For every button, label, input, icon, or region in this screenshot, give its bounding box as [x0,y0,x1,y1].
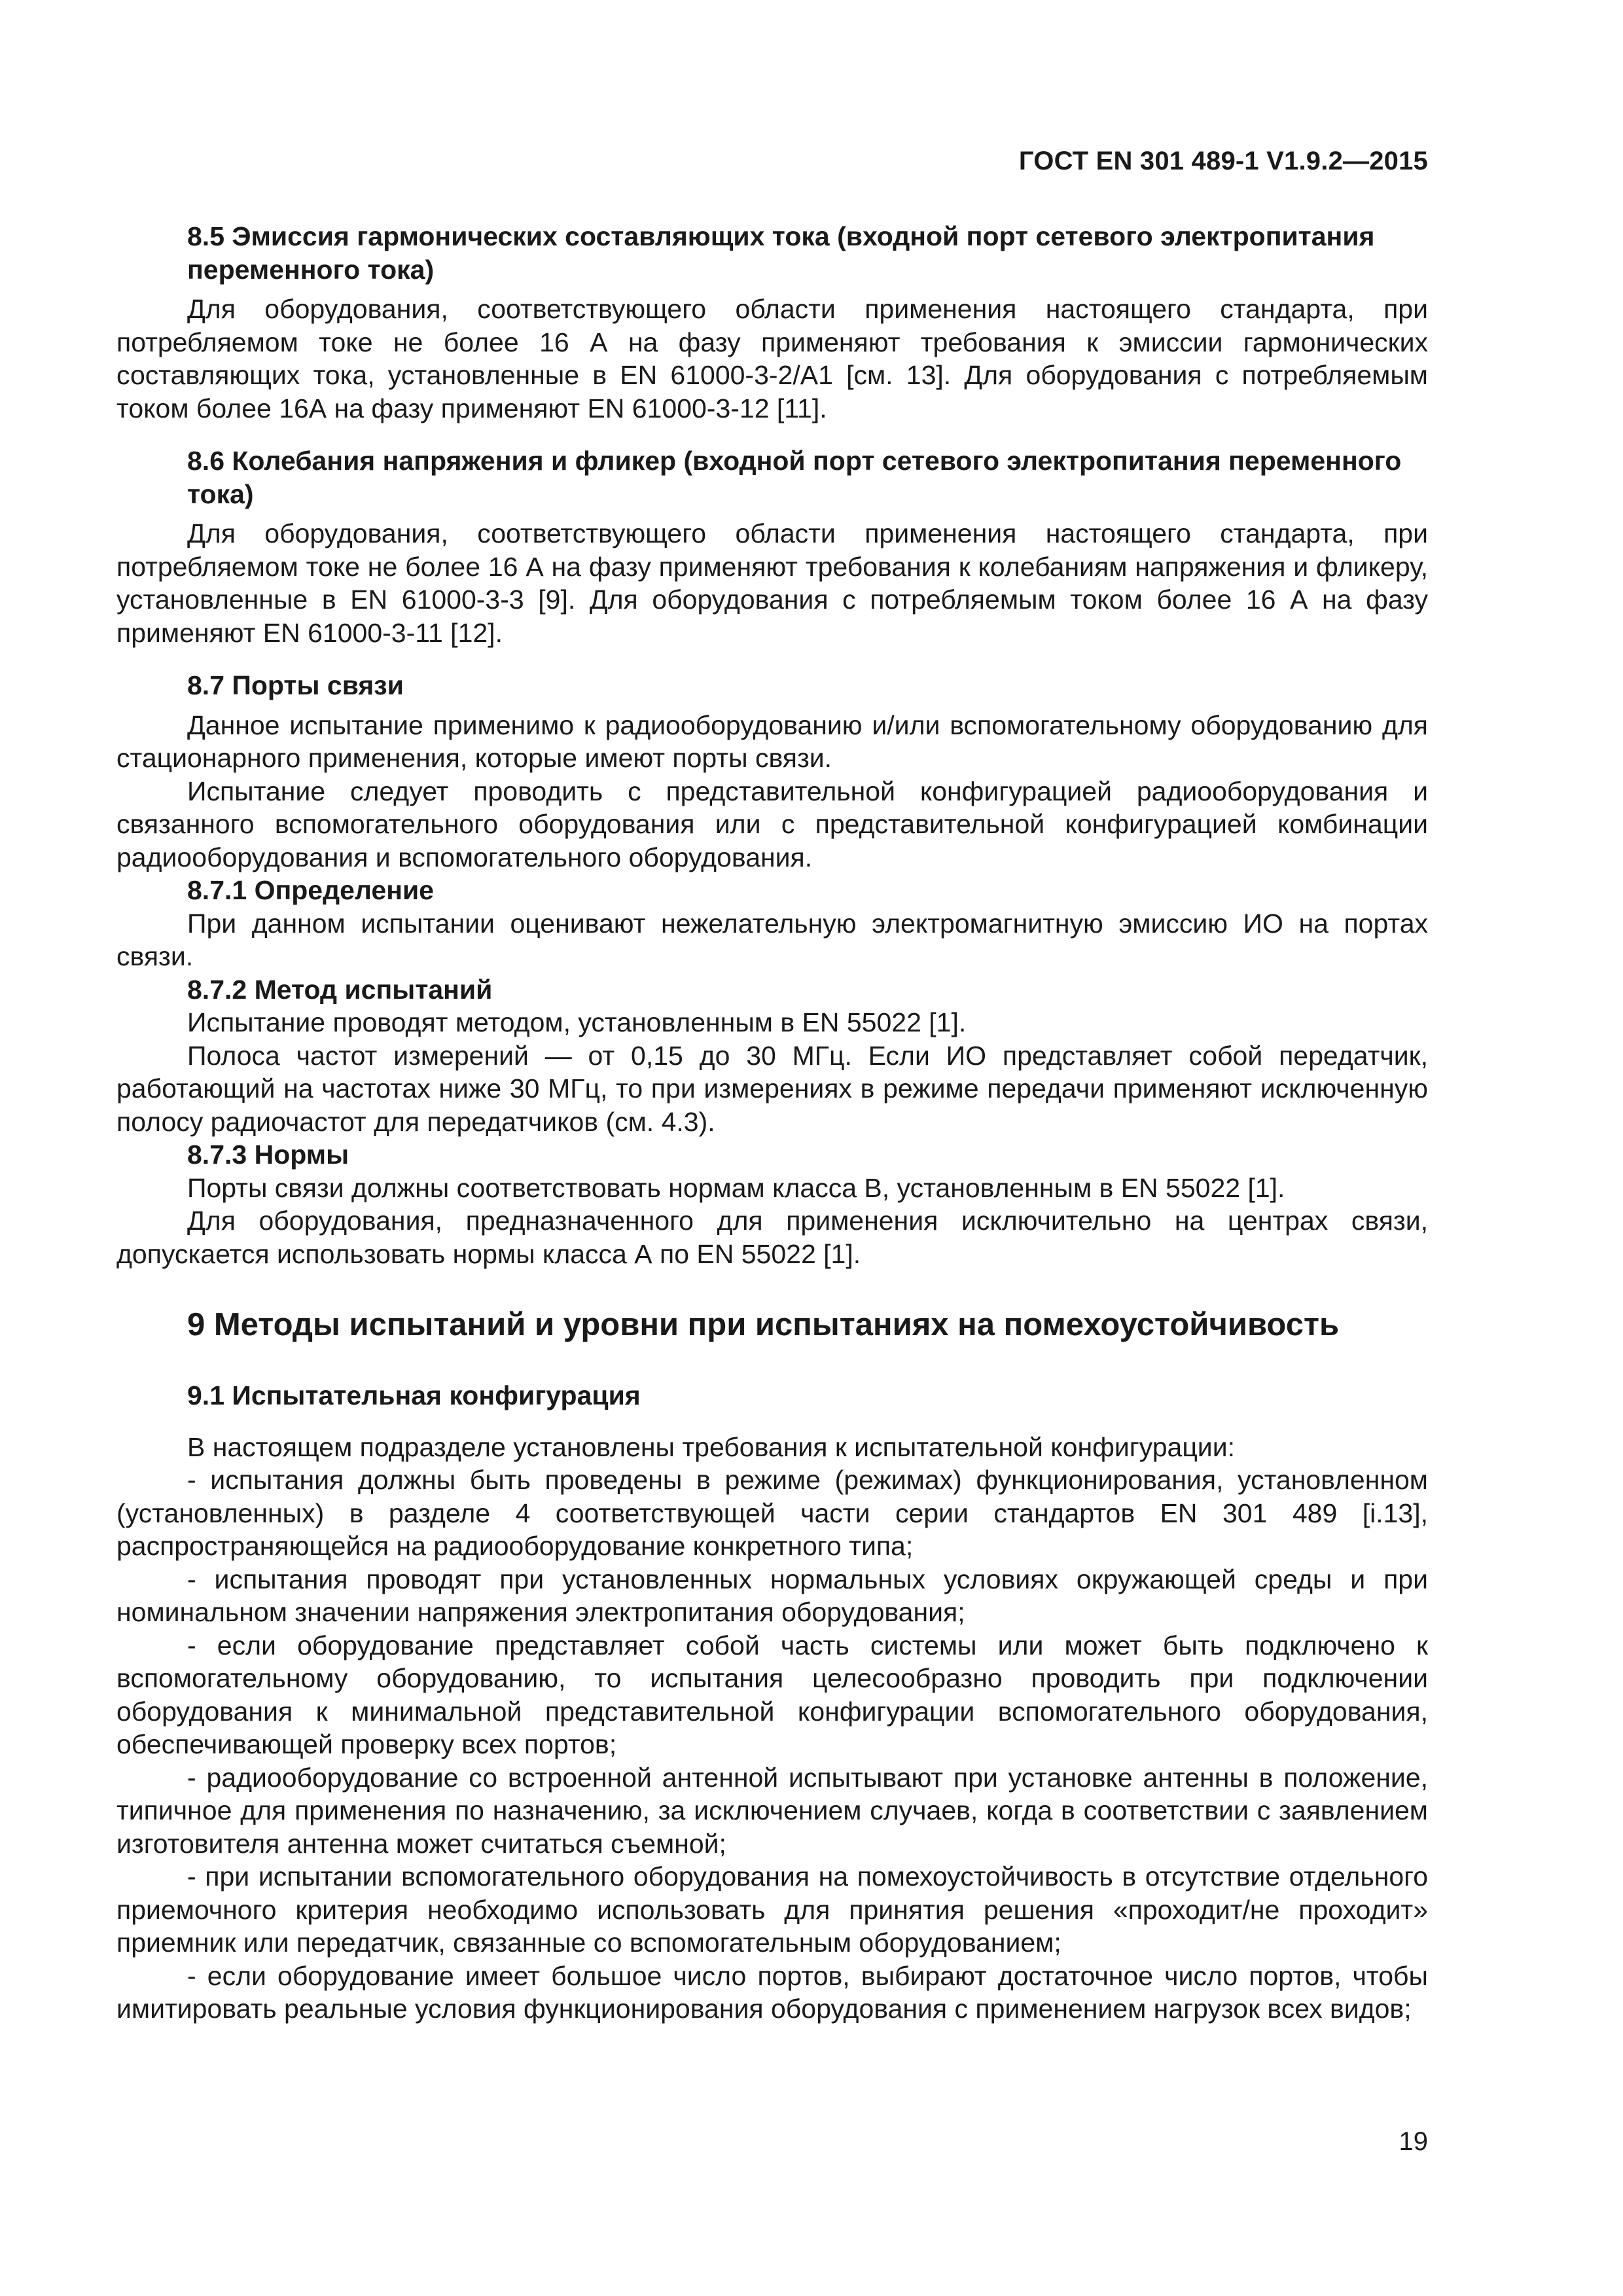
section-8-7-paragraph-2: Испытание следует проводить с представительной конфигурацией радиооборудования и связанного вспомогательного оборудования или с представительной конфигурацией комбинации радиооборудования и вспомогательного оборудования. [116,776,1428,872]
section-8-7-3-paragraph-2: Для оборудования, предназначенного для применения исключительно на центрах связи, допускается использовать нормы класса А по EN 55022 [1]. [116,1206,1428,1269]
section-8-7-2-paragraph-1: Испытание проводят методом, установленным в EN 55022 [1]. [187,1007,967,1037]
section-9-title: 9 Методы испытаний и уровни при испытаниях на помехоустойчивость [187,1307,1340,1342]
section-8-6-heading: 8.6 Колебания напряжения и фликер (входной порт сетевого электропитания переменного тока) [187,446,1402,509]
section-9-1-list-item: - при испытании вспомогательного оборудования на помехоустойчивость в отсутствие отдельного приемочного критерия необходимо использовать для принятия решения «проходит/не проходит» приемник или передатчик, связанные со вспомогательным оборудованием; [116,1861,1428,1958]
section-8-6-text: Для оборудования, соответствующего области применения настоящего стандарта, при потребляемом токе не более 16 А на фазу применяют требования к колебаниям напряжения и фликеру, установленные в EN 61000-3-3 [9]. Для оборудования с потребляемым током более 16 А на фазу применяют EN 61000-3-11 [12]. [116,518,1428,648]
section-9-1-list-item: - если оборудование представляет собой часть системы или может быть подключено к вспомогательному оборудованию, то испытания целесообразно проводить при подключении оборудования к минимальной представительной конфигурации вспомогательного оборудования, обеспечивающей проверку всех портов; [116,1630,1428,1759]
section-8-7-heading: 8.7 Порты связи [187,670,404,700]
section-9-1-intro: В настоящем подразделе установлены требования к испытательной конфигурации: [187,1431,1236,1462]
document-header-id: ГОСТ EN 301 489-1 V1.9.2—2015 [1018,147,1428,175]
section-8-7-1-text: При данном испытании оценивают нежелательную электромагнитную эмиссию ИО на портах связи. [116,908,1428,971]
section-9-1-list-item: - радиооборудование со встроенной антенной испытывают при установке антенны в положение, типичное для применения по назначению, за исключением случаев, когда в соответствии с заявлением изготовителя антенна может считаться съемной; [116,1762,1428,1859]
section-9-1-list-item: - испытания должны быть проведены в режиме (режимах) функционирования, установленном (установленных) в разделе 4 соответствующей части серии стандартов EN 301 489 [i.13], распространяющейся на радиооборудование конкретного типа; [116,1465,1428,1561]
section-9-1-list-item: - испытания проводят при установленных нормальных условиях окружающей среды и при номинальном значении напряжения электропитания оборудования; [116,1564,1428,1627]
section-8-7-3-heading: 8.7.3 Нормы [187,1139,349,1170]
document-page [116,0,1428,2296]
section-8-5-heading: 8.5 Эмиссия гармонических составляющих тока (входной порт сетевого электропитания переменного тока) [187,221,1375,285]
section-8-5-text: Для оборудования, соответствующего области применения настоящего стандарта, при потребляемом токе не более 16 А на фазу применяют требования к эмиссии гармонических составляющих тока, установленные в EN 61000-3-2/A1 [см. 13]. Для оборудования с потребляемым током более 16А на фазу применяют EN 61000-3-12 [11]. [116,294,1428,423]
section-9-1-heading: 9.1 Испытательная конфигурация [187,1380,641,1410]
section-8-7-2-heading: 8.7.2 Метод испытаний [187,974,493,1005]
page-number: 19 [1399,2127,1428,2156]
section-9-1-list-item: - если оборудование имеет большое число портов, выбирают достаточное число портов, чтобы имитировать реальные условия функционирования оборудования с применением нагрузок всех видов; [116,1960,1428,2024]
document-body [116,220,1428,2026]
section-8-7-paragraph-1: Данное испытание применимо к радиооборудованию и/или вспомогательному оборудованию для стационарного применения, которые имеют порты связи. [116,709,1428,773]
section-8-7-3-paragraph-1: Порты связи должны соответствовать нормам класса В, установленным в EN 55022 [1]. [187,1172,1285,1203]
section-8-7-1-heading: 8.7.1 Определение [187,875,434,905]
section-8-7-2-paragraph-2: Полоса частот измерений — от 0,15 до 30 МГц. Если ИО представляет собой передатчик, работающий на частотах ниже 30 МГц, то при измерениях в режиме передачи применяют исключенную полосу радиочастот для передатчиков (см. 4.3). [116,1040,1428,1137]
